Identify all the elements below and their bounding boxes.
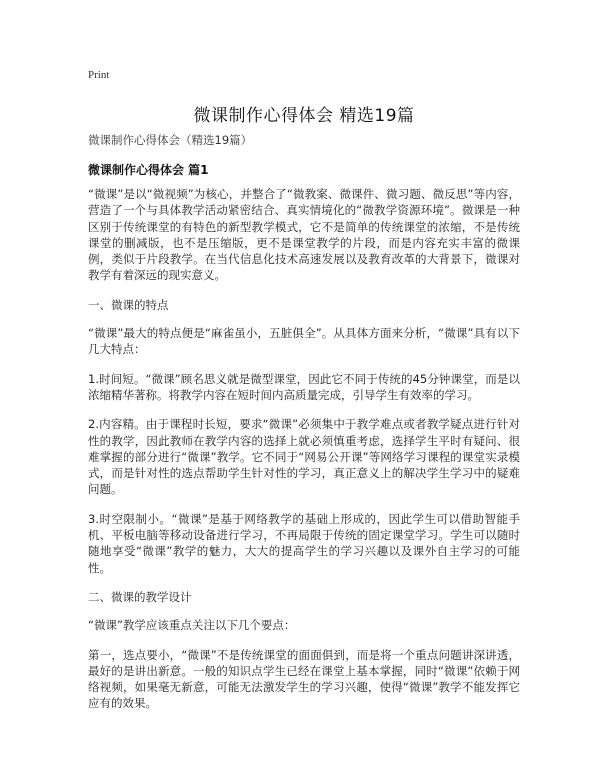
paragraph-design-point-1: 第一，选点要小，“微课”不是传统课堂的面面俱到，而是将一个重点问题讲深讲透，最好的是讲出新意。一般的知识点学生已经在课堂上基本掌握，同时“微课”依赖于网络视频，如果毫无新意，可能无法激发学生的学习兴趣，使得“微课”教学不能发挥它应有的效果。	[88, 647, 520, 711]
print-label[interactable]: Print	[88, 69, 110, 81]
paragraph-feature-2: 2.内容精。由于课程时长短，要求“微课”必须集中于教学难点或者教学疑点进行针对性的教学，因此教师在教学内容的选择上就必须慎重考虑，选择学生平时有疑问、很难掌握的部分进行“微课”教学。它不同于“网易公开课”等网络学习课程的课堂实录模式，而是针对性的选点帮助学生针对性的学习，真正意义上的解决学生学习中的疑难问题。	[88, 417, 520, 497]
paragraph-heading-features: 一、微课的特点	[88, 297, 169, 312]
paragraph-feature-3: 3.时空限制小。“微课”是基于网络教学的基础上形成的，因此学生可以借助智能手机、平板电脑等移动设备进行学习，不再局限于传统的固定课堂学习。学生可以随时随地享受“微课”教学的魅力，大大的提高学生的学习兴趣以及课外自主学习的可能性。	[88, 511, 520, 575]
paragraph-design-intro: “微课”教学应该重点关注以下几个要点：	[88, 618, 296, 633]
paragraph-intro: “微课”是以“微视频”为核心，并整合了“微教案、微课件、微习题、微反思”等内容，营造了一个与具体教学活动紧密结合、真实情境化的“微教学资源环境”。微课是一种区别于传统课堂的有特色的新型教学模式，它不是简单的传统课堂的浓缩，不是传统课堂的删减版，也不是压缩版，更不是课堂教学的片段，而是内容充实丰富的微课例，类似于片段教学。在当代信息化技术高速发展以及教育改革的大背景下，微课对教学有着深远的现实意义。	[88, 187, 520, 283]
document-body	[88, 132, 520, 725]
page-title: 微课制作心得体会 精选19篇	[193, 106, 415, 126]
section-heading: 微课制作心得体会 篇1	[88, 163, 209, 177]
paragraph-heading-design: 二、微课的教学设计	[88, 589, 192, 604]
paragraph-feature-1: 1.时间短。“微课”顾名思义就是微型课堂，因此它不同于传统的45分钟课堂，而是以浓缩精华著称。将教学内容在短时间内高质量完成，引导学生有效率的学习。	[88, 371, 520, 402]
paragraph-features-summary: “微课”最大的特点便是“麻雀虽小，五脏俱全”。从具体方面来分析，“微课”具有以下几大特点：	[88, 326, 520, 357]
document-subtitle: 微课制作心得体会（精选19篇）	[88, 133, 253, 147]
